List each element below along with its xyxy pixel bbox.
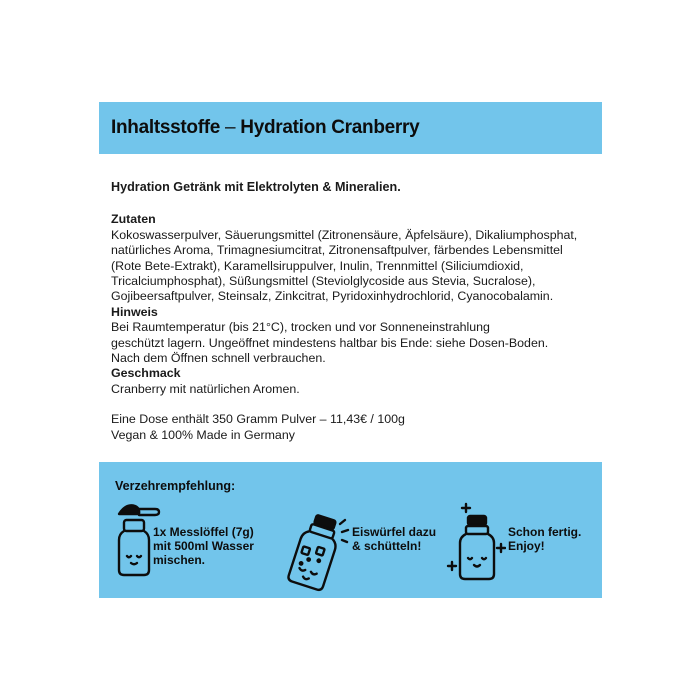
step-1-line: mischen. bbox=[153, 553, 206, 567]
taste-text: Cranberry mit natürlichen Aromen. bbox=[111, 381, 300, 396]
notice-heading: Hinweis bbox=[111, 304, 158, 319]
spacer bbox=[111, 397, 591, 412]
can-info: Eine Dose enthält 350 Gramm Pulver – 11,43€ / 100g bbox=[111, 412, 405, 427]
vegan-info: Vegan & 100% Made in Germany bbox=[111, 427, 295, 442]
shaking-bottle-icon bbox=[282, 512, 352, 592]
step-3-line: Schon fertig. bbox=[508, 525, 582, 539]
notice-line: geschützt lagern. Ungeöffnet mindestens haltbar bis Ende: siehe Dosen-Boden. bbox=[111, 335, 549, 350]
step-3-line: Enjoy! bbox=[508, 539, 545, 553]
ingredients-heading: Zutaten bbox=[111, 212, 156, 227]
ingredients-line: natürliches Aroma, Trimagnesiumcitrat, Zitronensaftpulver, färbendes Lebensmittel bbox=[111, 243, 563, 258]
step-1-line: 1x Messlöffel (7g) bbox=[153, 525, 254, 539]
title-main: Inhaltsstoffe bbox=[111, 117, 221, 138]
step-1-line: mit 500ml Wasser bbox=[153, 539, 254, 553]
ingredients-text bbox=[111, 228, 591, 305]
page-title bbox=[111, 117, 419, 139]
notice-text bbox=[111, 320, 591, 366]
title-separator: – bbox=[220, 117, 241, 138]
ingredients-line: Gojibeersaftpulver, Steinsalz, Zinkcitrat, Pyridoxinhydrochlorid, Cyanocobalamin. bbox=[111, 289, 554, 304]
product-lead: Hydration Getränk mit Elektrolyten & Mineralien. bbox=[111, 180, 401, 194]
step-3-text bbox=[508, 525, 598, 553]
serving-title: Verzehrempfehlung: bbox=[115, 479, 236, 493]
taste-heading: Geschmack bbox=[111, 366, 181, 381]
ingredients-line: Tricalciumphosphat), Süßungsmittel (Steviolglycoside aus Stevia, Sucralose), bbox=[111, 274, 536, 289]
notice-line: Bei Raumtemperatur (bis 21°C), trocken und vor Sonneneinstrahlung bbox=[111, 320, 490, 335]
notice-line: Nach dem Öffnen schnell verbrauchen. bbox=[111, 351, 326, 366]
ingredients-line: Kokoswasserpulver, Säuerungsmittel (Zitronensäure, Äpfelsäure), Dikaliumphosphat, bbox=[111, 227, 578, 242]
step-2-line: & schütteln! bbox=[352, 539, 422, 553]
title-product: Hydration Cranberry bbox=[240, 117, 420, 138]
header-band bbox=[99, 102, 602, 154]
step-2-line: Eiswürfel dazu bbox=[352, 525, 437, 539]
serving-band bbox=[99, 462, 602, 598]
step-1-text bbox=[153, 525, 263, 567]
ingredients-line: (Rote Bete-Extrakt), Karamellsiruppulver, Inulin, Trennmittel (Siliciumdioxid, bbox=[111, 258, 524, 273]
step-2-text bbox=[352, 525, 462, 553]
ingredients-content bbox=[111, 180, 591, 443]
